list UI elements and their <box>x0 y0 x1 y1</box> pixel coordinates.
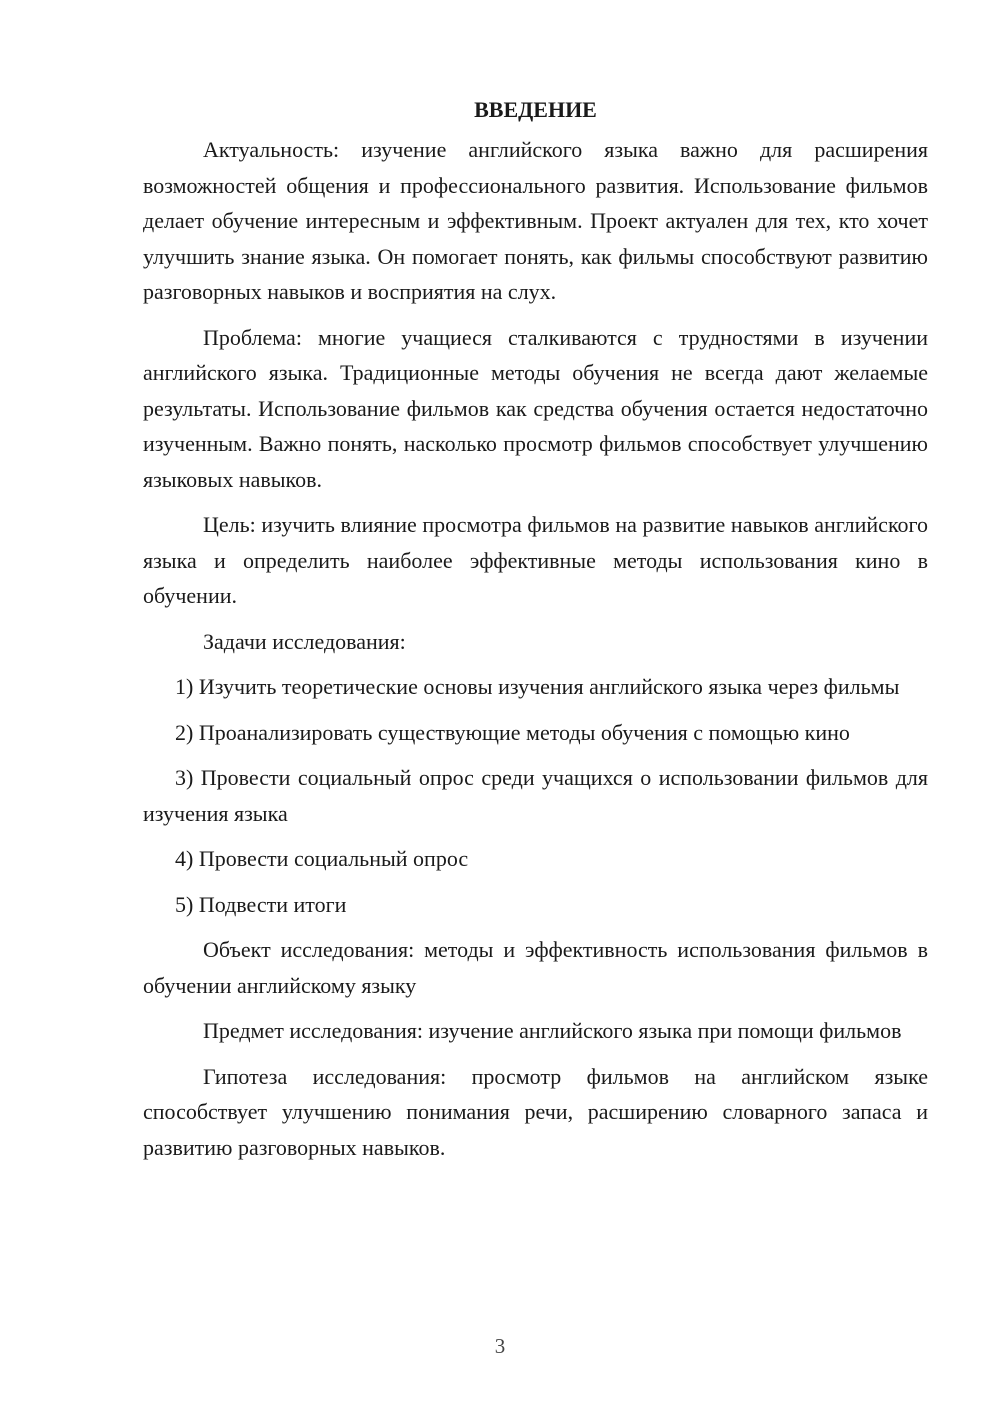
subject-paragraph: Предмет исследования: изучение английского языка при помощи фильмов <box>203 1018 902 1043</box>
goal-paragraph: Цель: изучить влияние просмотра фильмов на развитие навыков английского языка и определить наиболее эффективные методы использования кино в обучении. <box>143 512 928 608</box>
relevance-paragraph: Актуальность: изучение английского языка важно для расширения возможностей общения и профессионального развития. Использование фильмов делает обучение интересным и эффективным. Проект актуален для тех, кто хочет улучшить знание языка. Он помогает понять, как фильмы способствуют развитию разговорных навыков и восприятия на слух. <box>143 137 928 304</box>
page-content <box>143 92 928 1175</box>
task-item: 2) Проанализировать существующие методы обучения с помощью кино <box>175 719 850 745</box>
task-item: 5) Подвести итоги <box>175 891 347 917</box>
page-number: 3 <box>494 1334 506 1358</box>
tasks-list <box>143 669 928 922</box>
section-title: ВВЕДЕНИЕ <box>474 97 597 122</box>
problem-paragraph: Проблема: многие учащиеся сталкиваются с трудностями в изучении английского языка. Традиционные методы обучения не всегда дают желаемые результаты. Использование фильмов как средства обучения остается недостаточно изученным. Важно понять, насколько просмотр фильмов способствует улучшению языковых навыков. <box>143 324 928 492</box>
tasks-heading: Задачи исследования: <box>203 628 406 654</box>
task-item: 4) Провести социальный опрос <box>175 846 469 871</box>
hypothesis-paragraph: Гипотеза исследования: просмотр фильмов на английском языке способствует улучшению понимания речи, расширению словарного запаса и развитию разговорных навыков. <box>143 1063 928 1160</box>
task-item: 1) Изучить теоретические основы изучения английского языка через фильмы <box>175 674 900 699</box>
object-paragraph: Объект исследования: методы и эффективность использования фильмов в обучении английскому языку <box>143 937 928 998</box>
task-item: 3) Провести социальный опрос среди учащихся о использовании фильмов для изучения языка <box>143 765 928 826</box>
